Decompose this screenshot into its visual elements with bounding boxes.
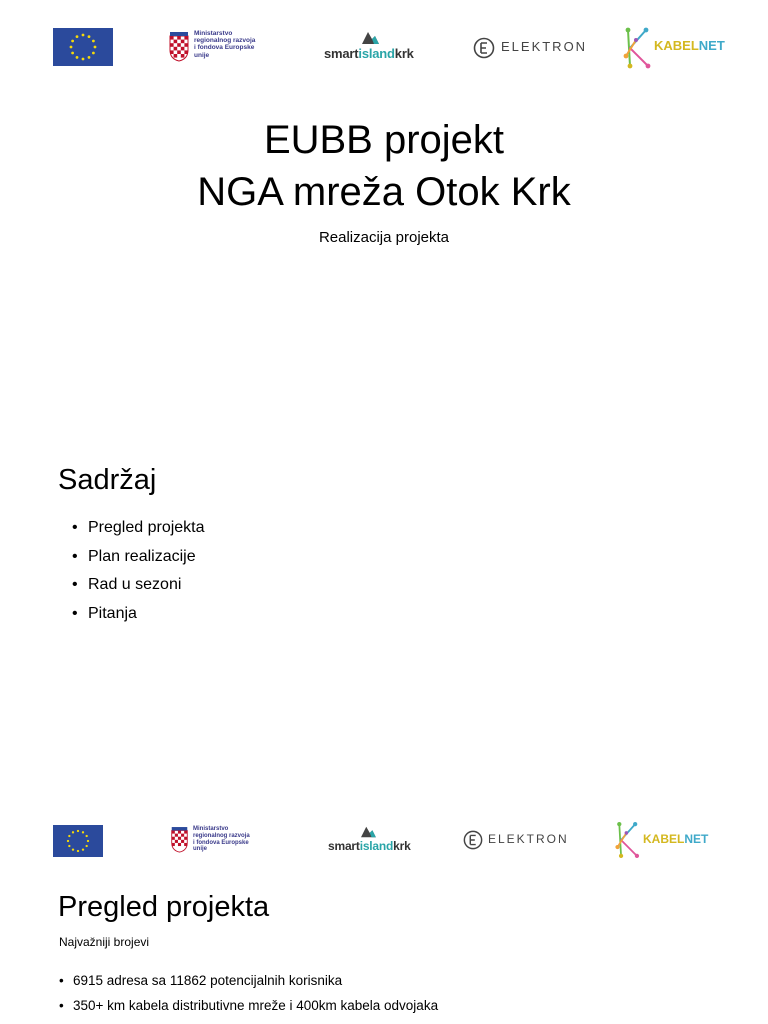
ministry-logo-text: Ministarstvo regionalnog razvoja i fondova Europske unije [194,30,256,59]
contents-heading: Sadržaj [58,464,157,496]
list-item: • Plan realizacije [72,543,205,572]
list-item: • Rad u sezoni [72,571,205,600]
overview-subheading: Najvažniji brojevi [59,935,150,949]
kabelnet-logo-icon [622,26,656,70]
elektron-logo-text: ELEKTRON [488,832,569,846]
kabelnet-logo-text: KABELNET [654,38,725,53]
overview-list [59,968,438,1018]
croatia-coat-of-arms-icon [170,827,189,853]
list-item: • 350+ km kabela distributivne mreže i 400km kabela odvojaka [59,993,438,1018]
title-line-2: NGA mreža Otok Krk [197,170,571,214]
elektron-logo-icon [463,830,483,850]
smartisland-logo-icon [360,30,380,46]
kabelnet-logo-text: KABELNET [643,832,709,846]
elektron-logo-icon [473,37,495,59]
smartisland-logo-icon [359,825,377,839]
slide-title [0,114,768,218]
elektron-logo-text: ELEKTRON [501,39,588,54]
slide-subtitle: Realizacija projekta [318,229,450,246]
smartisland-logo-text: smartislandkrk [328,839,411,853]
croatia-coat-of-arms-icon [168,32,190,62]
eu-flag-icon [53,28,113,66]
list-item: • 6915 adresa sa 11862 potencijalnih korisnika [59,968,438,993]
logo-row-top [0,26,768,70]
eu-flag-icon [53,825,103,857]
contents-list [72,514,205,629]
list-item: • Pitanja [72,600,205,629]
ministry-logo-text: Ministarstvo regionalnog razvoja i fondova Europske unije [193,826,250,853]
kabelnet-logo-icon [614,820,644,860]
title-line-1: EUBB projekt [263,118,505,162]
logo-row-bottom [0,820,768,864]
overview-heading: Pregled projekta [58,891,270,923]
smartisland-logo-text: smartislandkrk [324,46,414,61]
list-item: • Pregled projekta [72,514,205,543]
